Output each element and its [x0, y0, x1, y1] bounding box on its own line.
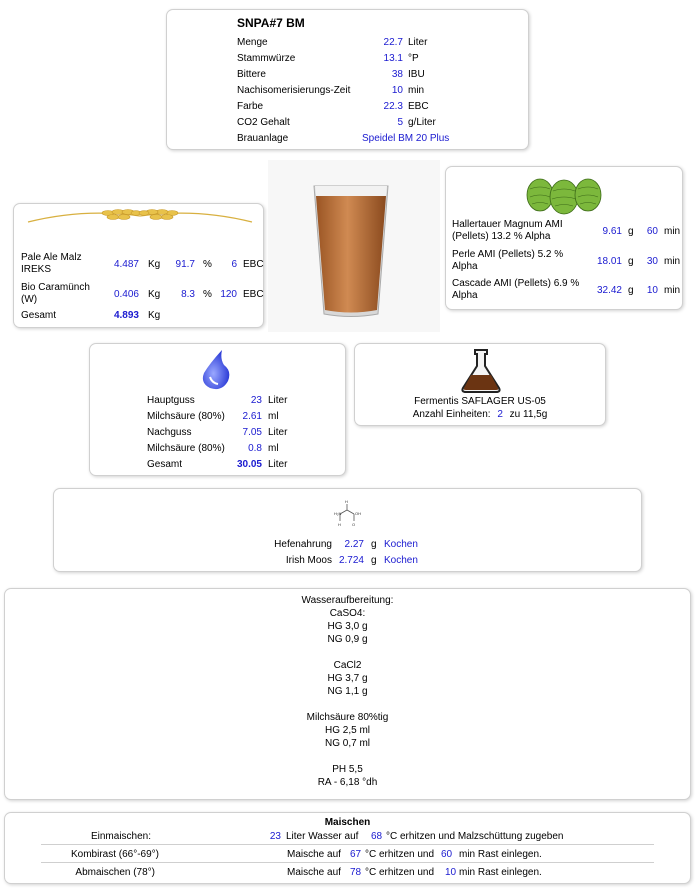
- malt-kg-unit: Kg: [148, 289, 161, 300]
- treatment-spacer: [5, 750, 690, 763]
- malt-ebc: 120: [220, 289, 237, 300]
- water-total-row: [90, 457, 345, 473]
- wheat-icon: [24, 204, 256, 226]
- malt-kg-unit: Kg: [148, 259, 161, 270]
- malt-total-value: 4.893: [113, 310, 139, 321]
- hop-amount: 18.01: [596, 256, 622, 267]
- treatment-line: HG 2,5 ml: [324, 725, 370, 736]
- treatment-line: PH 5,5: [332, 764, 363, 775]
- recipe-value: 22.7: [383, 37, 403, 48]
- malt-kg: 0.406: [113, 289, 139, 300]
- yeast-units-row: [355, 407, 605, 423]
- mash-post: min Rast einlegen.: [459, 867, 542, 878]
- malt-card: [13, 203, 264, 328]
- water-card: [89, 343, 346, 476]
- mash-mid: °C erhitzen und: [365, 867, 435, 878]
- additive-when: Kochen: [384, 539, 418, 550]
- mash-post: min Rast einlegen.: [459, 849, 542, 860]
- yeast-units-value: 2: [497, 409, 503, 420]
- mash-row: [41, 847, 654, 863]
- recipe-unit: min: [408, 85, 425, 96]
- water-row: [90, 409, 345, 425]
- additive-unit: g: [371, 555, 377, 566]
- treatment-line: NG 0,9 g: [327, 634, 368, 645]
- hop-unit: g: [628, 256, 634, 267]
- water-total-value: 30.05: [236, 459, 262, 470]
- treatment-line: CaSO4:: [329, 608, 366, 619]
- hop-time: 30: [646, 256, 658, 267]
- mash-mid: °C erhitzen und: [365, 849, 435, 860]
- hop-row: [452, 278, 680, 306]
- water-unit: ml: [268, 443, 279, 454]
- mash-mid: Liter Wasser auf: [286, 831, 359, 842]
- mash-post: °C erhitzen und Malzschüttung zugeben: [386, 831, 564, 842]
- malt-name: Pale Ale Malz IREKS: [21, 252, 82, 275]
- molecule-icon: [332, 499, 362, 529]
- mash-value-2: 60: [441, 849, 453, 860]
- water-label: Milchsäure (80%): [147, 411, 225, 422]
- recipe-row: [167, 67, 528, 83]
- additive-name: Irish Moos: [285, 555, 332, 566]
- svg-text:OH: OH: [355, 511, 361, 516]
- hop-amount: 9.61: [602, 226, 622, 237]
- hop-name: Perle AMI (Pellets) 5.2 % Alpha: [452, 249, 564, 272]
- mash-step: Einmaischen:: [90, 831, 151, 842]
- recipe-value: 5: [397, 117, 403, 128]
- recipe-unit: Liter: [408, 37, 428, 48]
- flask-icon: [459, 348, 503, 394]
- recipe-label: Menge: [237, 37, 268, 48]
- malt-ebc: 6: [231, 259, 237, 270]
- water-label: Milchsäure (80%): [147, 443, 225, 454]
- recipe-value: 38: [391, 69, 403, 80]
- water-label: Nachguss: [147, 427, 192, 438]
- additive-amount: 2.27: [344, 539, 364, 550]
- mash-card: [4, 812, 691, 884]
- mash-value-1: 67: [350, 849, 362, 860]
- recipe-row: [167, 83, 528, 99]
- recipe-row: [167, 115, 528, 131]
- water-value: 23: [250, 395, 262, 406]
- water-drop-icon: [200, 349, 232, 391]
- recipe-value: 10: [391, 85, 403, 96]
- treatment-spacer: [5, 646, 690, 659]
- yeast-units-suffix: zu 11,5g: [509, 409, 548, 420]
- mash-value-2: 68: [371, 831, 383, 842]
- water-label: Hauptguss: [147, 395, 195, 406]
- hops-card: [445, 166, 683, 310]
- yeast-name: Fermentis SAFLAGER US-05: [414, 396, 546, 407]
- svg-text:O: O: [352, 522, 356, 527]
- recipe-label: Brauanlage: [237, 133, 289, 144]
- recipe-unit: g/Liter: [408, 117, 436, 128]
- recipe-label: Stammwürze: [237, 53, 296, 64]
- additive-row: [54, 537, 641, 553]
- treatment-spacer: [5, 698, 690, 711]
- recipe-row: [167, 99, 528, 115]
- additive-amount: 2.724: [338, 555, 364, 566]
- malt-pct: 91.7: [175, 259, 195, 270]
- system-value: Speidel BM 20 Plus: [362, 133, 450, 144]
- mash-pre: Maische auf: [287, 849, 341, 860]
- mash-step: Abmaischen (78°): [75, 867, 155, 878]
- malt-pct-unit: %: [203, 259, 212, 270]
- hop-amount: 32.42: [596, 285, 622, 296]
- additive-unit: g: [371, 539, 377, 550]
- hop-row: [452, 249, 680, 277]
- recipe-unit: EBC: [408, 101, 429, 112]
- malt-total-row: [21, 310, 261, 324]
- water-value: 2.61: [242, 411, 262, 422]
- yeast-units-label: Anzahl Einheiten:: [412, 409, 491, 420]
- malt-ebc-unit: EBC: [243, 289, 264, 300]
- mash-value-1: 78: [350, 867, 362, 878]
- malt-ebc-unit: EBC: [243, 259, 264, 270]
- water-row: [90, 425, 345, 441]
- malt-total-unit: Kg: [148, 310, 161, 321]
- treatment-line: NG 1,1 g: [327, 686, 368, 697]
- malt-row: [21, 252, 264, 280]
- recipe-label: Bittere: [237, 69, 266, 80]
- malt-pct-unit: %: [203, 289, 212, 300]
- water-row: [90, 441, 345, 457]
- water-treatment-card: [4, 588, 691, 800]
- recipe-card: [166, 9, 529, 150]
- hop-time-unit: min: [664, 226, 681, 237]
- recipe-value: 13.1: [383, 53, 403, 64]
- water-total-label: Gesamt: [147, 459, 183, 470]
- recipe-row: [167, 35, 528, 51]
- water-unit: ml: [268, 411, 279, 422]
- beer-glass-icon: [310, 182, 392, 320]
- treatment-line: HG 3,0 g: [327, 621, 368, 632]
- malt-kg: 4.487: [113, 259, 139, 270]
- water-treatment-text: [5, 594, 690, 789]
- recipe-title: SNPA#7 BM: [237, 16, 305, 30]
- recipe-label: Farbe: [237, 101, 264, 112]
- mash-value-2: 10: [445, 867, 457, 878]
- hop-unit: g: [628, 285, 634, 296]
- malt-row: [21, 282, 264, 310]
- water-value: 7.05: [242, 427, 262, 438]
- malt-total-label: Gesamt: [21, 310, 57, 321]
- hop-name: Hallertauer Magnum AMI (Pellets) 13.2 % Alpha: [452, 219, 563, 242]
- water-unit: Liter: [268, 427, 288, 438]
- hop-time: 10: [646, 285, 658, 296]
- water-value: 0.8: [248, 443, 262, 454]
- additive-row: [54, 553, 641, 569]
- mash-row: [41, 865, 654, 881]
- malt-pct: 8.3: [181, 289, 195, 300]
- treatment-line: RA - 6,18 °dh: [317, 777, 378, 788]
- hop-time: 60: [646, 226, 658, 237]
- additives-card: [53, 488, 642, 572]
- recipe-value: 22.3: [383, 101, 403, 112]
- additive-when: Kochen: [384, 555, 418, 566]
- water-unit: Liter: [268, 395, 288, 406]
- hop-row: [452, 219, 680, 247]
- mash-row: [41, 829, 654, 845]
- recipe-unit: °P: [408, 53, 419, 64]
- recipe-row: [167, 51, 528, 67]
- svg-text:H: H: [338, 522, 341, 527]
- recipe-label: Nachisomerisierungs-Zeit: [237, 85, 351, 96]
- hop-time-unit: min: [664, 285, 681, 296]
- water-row: [90, 393, 345, 409]
- mash-title: Maischen: [324, 817, 371, 828]
- recipe-row: [167, 131, 528, 147]
- treatment-line: NG 0,7 ml: [324, 738, 370, 749]
- treatment-line: CaCl2: [333, 660, 362, 671]
- hops-icon: [524, 173, 606, 217]
- svg-text:H: H: [345, 499, 348, 504]
- recipe-unit: IBU: [408, 69, 425, 80]
- additive-name: Hefenahrung: [274, 539, 332, 550]
- malt-name: Bio Caramünch (W): [21, 282, 90, 305]
- treatment-line: Milchsäure 80%tig: [306, 712, 389, 723]
- yeast-card: [354, 343, 606, 426]
- hop-time-unit: min: [664, 256, 681, 267]
- treatment-line: HG 3,7 g: [327, 673, 368, 684]
- recipe-label: CO2 Gehalt: [237, 117, 290, 128]
- svg-text:H₂N: H₂N: [334, 511, 342, 516]
- mash-value-1: 23: [269, 831, 281, 842]
- mash-pre: Maische auf: [287, 867, 341, 878]
- mash-step: Kombirast (66°-69°): [70, 849, 159, 860]
- treatment-line: Wasseraufbereitung:: [301, 595, 394, 606]
- water-total-unit: Liter: [268, 459, 288, 470]
- hop-unit: g: [628, 226, 634, 237]
- hop-name: Cascade AMI (Pellets) 6.9 % Alpha: [452, 278, 580, 301]
